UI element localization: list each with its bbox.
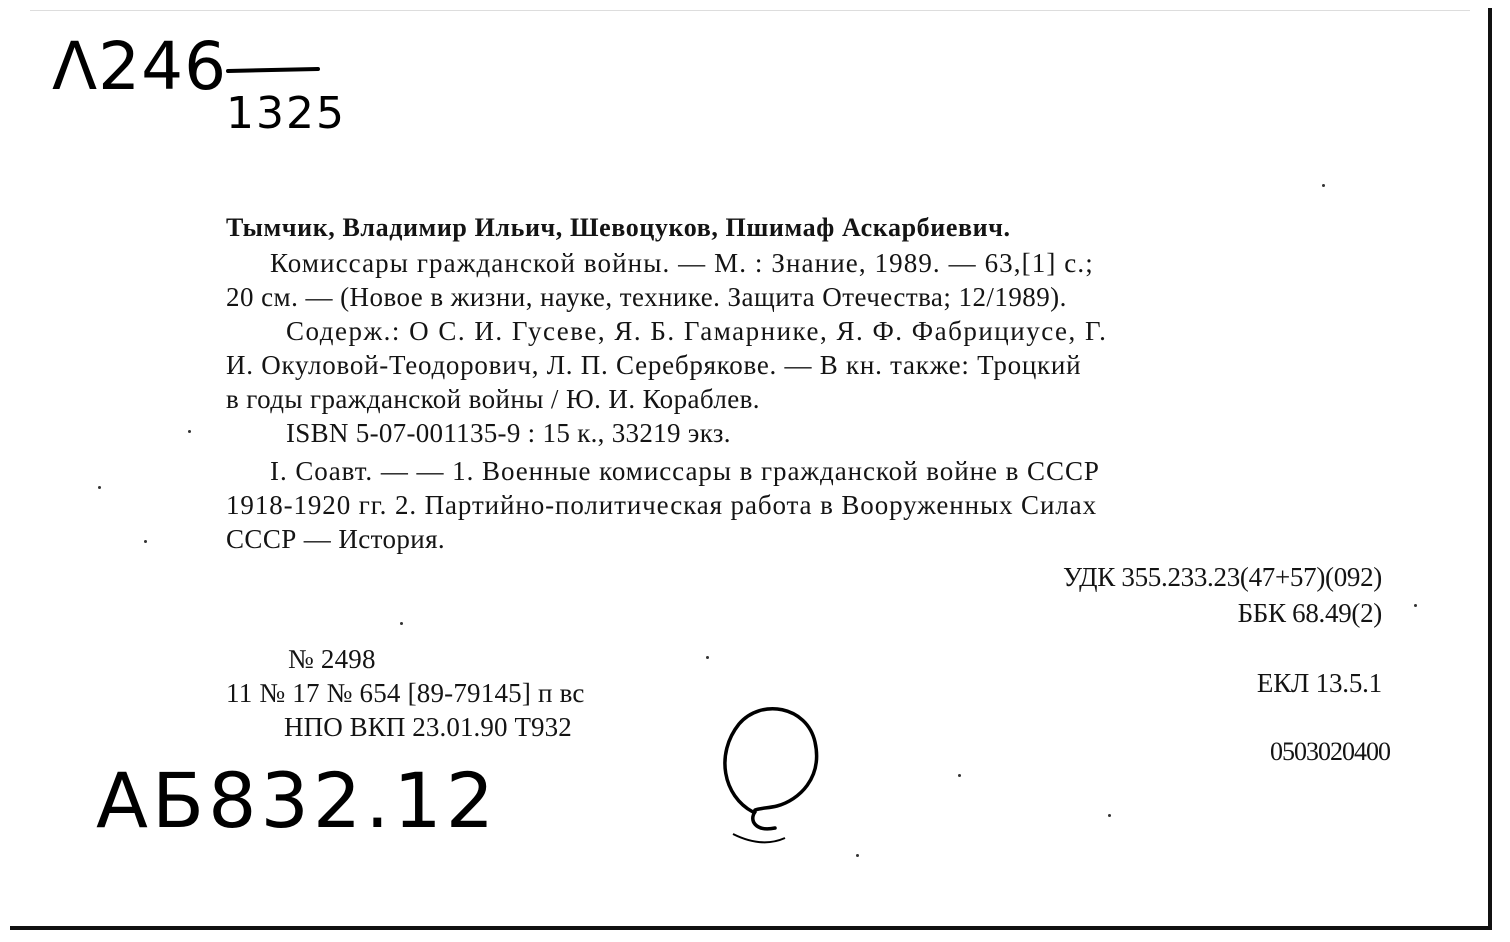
speck [1322, 184, 1325, 187]
contents-line-2: И. Окуловой-Теодорович, Л. П. Серебрякове. — В кн. также: Троцкий [226, 350, 1082, 380]
bbk-code: ББК 68.49(2) [1237, 598, 1382, 628]
speck [400, 622, 403, 625]
speck [706, 656, 709, 659]
contents-line-3: в годы гражданской войны / Ю. И. Кораблев. [226, 384, 760, 414]
speck [1108, 814, 1111, 817]
print-info: 11 № 17 № 654 [89-79145] п вс [226, 678, 585, 708]
record-number: № 2498 [288, 644, 376, 674]
fraction-bar [226, 66, 326, 76]
handwritten-inventory-number: АБ832.12 [96, 756, 499, 845]
handwritten-fraction: 1325 [226, 88, 346, 139]
npo-line: НПО ВКП 23.01.90 Т932 [284, 712, 572, 742]
series-line: 20 см. — (Новое в жизни, науке, технике. Защита Отечества; 12/1989). [226, 282, 1067, 312]
subject-line-2: 1918-1920 гг. 2. Партийно-политическая работа в Вооруженных Силах [226, 490, 1097, 520]
author-line: Тымчик, Владимир Ильич, Шевоцуков, Пшимаф Аскарбиевич. [226, 213, 1011, 242]
speck [856, 854, 859, 857]
speck [188, 430, 191, 433]
contents-line-1: Содерж.: О С. И. Гусеве, Я. Б. Гамарнике, Я. Ф. Фабрициусе, Г. [286, 316, 1108, 346]
speck [144, 540, 147, 543]
ekl-code: ЕКЛ 13.5.1 [1256, 668, 1382, 698]
title-line: Комиссары гражданской войны. — М. : Знание, 1989. — 63,[1] с.; [270, 248, 1094, 278]
subject-line-1: I. Соавт. — — 1. Военные комиссары в гражданской войне в СССР [270, 456, 1100, 486]
subject-line-3: СССР — История. [226, 524, 446, 554]
card-code: 0503020400 [1270, 737, 1390, 766]
speck [958, 774, 961, 777]
isbn-line: ISBN 5-07-001135-9 : 15 к., 33219 экз. [286, 418, 731, 448]
speck [98, 486, 101, 489]
udk-code: УДК 355.233.23(47+57)(092) [1063, 562, 1382, 592]
card-top-edge [30, 10, 1470, 11]
speck [1414, 604, 1417, 607]
handwritten-loop-mark [715, 700, 825, 860]
handwritten-shelf-mark: Λ246 [52, 28, 228, 105]
